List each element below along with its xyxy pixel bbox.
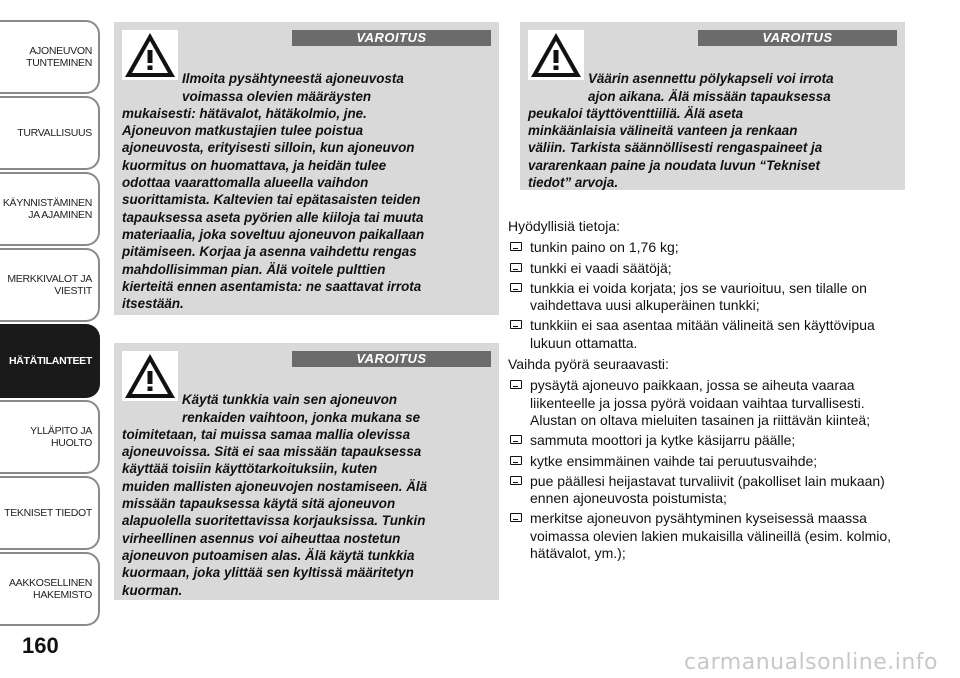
warning-heading: VAROITUS (698, 30, 897, 46)
list-item-text: pysäytä ajoneuvo paikkaan, jossa se aiheuta vaaraa liikenteelle ja jossa pyörä voidaan vaihtaa turvallisesti. Alustan on oltava mieluiten tasainen ja riittävän kiinteä; (530, 377, 871, 428)
list-item (508, 432, 903, 449)
tab-ajoneuvon-tunteminen[interactable]: AJONEUVON TUNTEMINEN (0, 20, 100, 94)
checkbox-bullet-icon (510, 456, 522, 465)
checkbox-bullet-icon (510, 513, 522, 522)
checkbox-bullet-icon (510, 242, 522, 251)
list-item (508, 377, 903, 429)
warning-box (114, 22, 499, 315)
warning-body: peukaloi täyttöventtiiliä. Älä aseta minkäänlaisia välineitä vanteen ja renkaan väliin. Tarkista säännöllisesti rengaspaineet ja vararenkaan paine ja noudata luvun “Tekniset tiedot” arvoja. (528, 105, 823, 191)
tab-turvallisuus[interactable]: TURVALLISUUS (0, 96, 100, 170)
tab-kaynnistaminen-ja-ajaminen[interactable]: KÄYNNISTÄMINEN JA AJAMINEN (0, 172, 100, 246)
list-item-text: tunkkia ei voida korjata; jos se vaurioituu, sen tilalle on vaihdettava uusi alkuperäinen tunkki; (530, 279, 867, 314)
warning-body: toimitetaan, tai muissa samaa mallia olevissa ajoneuvoissa. Sitä ei saa missään tapauksessa käyttää toisiin käyttötarkoituksiin, kuten muiden mallisten ajoneuvojen nostamiseen. Älä missään tapauksessa käytä sitä ajoneuvon alapuolella suoritettavissa korjauksissa. Tunkin virheellinen asennus voi aiheuttaa nostetun ajoneuvon putoamisen alas. Älä käytä tunkkia kuormaan, joka ylittää sen kyltissä määritetyn kuorman. (122, 426, 428, 598)
warning-heading: VAROITUS (292, 351, 491, 367)
list-item-text: tunkki ei vaadi säätöjä; (530, 259, 672, 276)
checkbox-bullet-icon (510, 283, 522, 292)
warning-lead: Väärin asennettu pölykapseli voi irrota ajon aikana. Älä missään tapauksessa (588, 71, 834, 104)
warning-lead: Ilmoita pysähtyneestä ajoneuvosta voimassa olevien määräysten (182, 71, 404, 104)
list-item-text: sammuta moottori ja kytke käsijarru päälle; (530, 432, 796, 449)
list-item (508, 239, 903, 256)
info-list (508, 239, 903, 352)
list-item-text: merkitse ajoneuvon pysähtyminen kyseisessä maassa voimassa olevien lakien mukaisilla välineillä (esim. kolmio, hätävalot, ym.); (530, 510, 892, 562)
procedure-list (508, 377, 903, 562)
list-item (508, 473, 903, 508)
tab-merkkivalot-ja-viestit[interactable]: MERKKIVALOT JA VIESTIT (0, 248, 100, 322)
list-item-text: tunkkiin ei saa asentaa mitään välineitä sen käyttövipua lukuun ottamatta. (530, 317, 875, 351)
list-item (508, 510, 903, 562)
warning-text (528, 53, 897, 191)
warning-heading: VAROITUS (292, 30, 491, 46)
warning-body: mukaisesti: hätävalot, hätäkolmio, jne. Ajoneuvon matkustajien tulee poistua ajoneuvosta, erityisesti silloin, kun ajoneuvon kuormitus on huomattava, ja heidän tulee odottaa vaarattomalla alueella vaihdon suorittamista. Kaltevien tai epätasaisten teiden tapauksessa aseta pyörien alle kiiloja tai muuta materiaalia, joka soveltuu ajoneuvon paikallaan pitämiseen. Korjaa ja asenna vaihdettu rengas mahdollisimman pian. Älä voitele pulttien kierteitä ennen asentamista: ne saattavat irrota itsestään. (122, 105, 425, 312)
warning-box (114, 343, 499, 600)
watermark: carmanualsonline.info (684, 650, 938, 675)
info-intro: Hyödyllisiä tietoja: (508, 218, 621, 234)
body-text-column (508, 218, 903, 566)
warning-box (520, 22, 905, 190)
page-number: 160 (22, 633, 59, 658)
warning-lead: Käytä tunkkia vain sen ajoneuvon renkaiden vaihtoon, jonka mukana se (182, 392, 421, 425)
list-item (508, 317, 903, 352)
checkbox-bullet-icon (510, 380, 522, 389)
warning-text (122, 374, 491, 599)
list-item (508, 260, 903, 277)
checkbox-bullet-icon (510, 263, 522, 272)
tab-tekniset-tiedot[interactable]: TEKNISET TIEDOT (0, 476, 100, 550)
tab-hatatilanteet[interactable]: HÄTÄTILANTEET (0, 324, 100, 398)
list-item-text: kytke ensimmäinen vaihde tai peruutusvaihde; (530, 452, 818, 469)
list-item-text: tunkin paino on 1,76 kg; (530, 239, 679, 256)
tab-aakkosellinen-hakemisto[interactable]: AAKKOSELLINEN HAKEMISTO (0, 552, 100, 626)
warning-text (122, 53, 491, 312)
list-item (508, 453, 903, 470)
checkbox-bullet-icon (510, 476, 522, 485)
checkbox-bullet-icon (510, 320, 522, 329)
list-item-text: pue päällesi heijastavat turvaliivit (pakolliset lain mukaan) ennen ajoneuvosta poistumista; (530, 472, 885, 507)
procedure-intro: Vaihda pyörä seuraavasti: (508, 356, 669, 373)
checkbox-bullet-icon (510, 435, 522, 444)
tab-yllapito-ja-huolto[interactable]: YLLÄPITO JA HUOLTO (0, 400, 100, 474)
list-item (508, 280, 903, 315)
